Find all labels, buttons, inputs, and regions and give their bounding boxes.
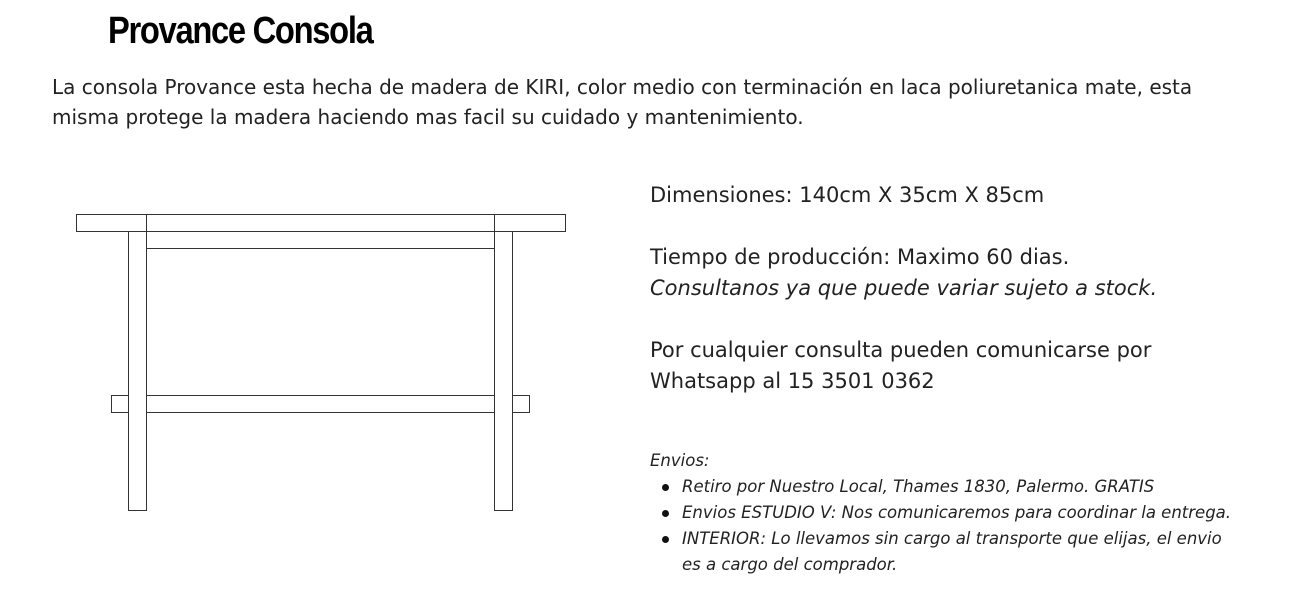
list-item: Retiro por Nuestro Local, Thames 1830, Palermo. GRATIS (650, 474, 1270, 500)
bullet-icon (662, 510, 669, 517)
contact-text: Por cualquier consulta pueden comunicarse por Whatsapp al 15 3501 0362 (650, 338, 1152, 393)
table-leg-left (129, 232, 147, 511)
lower-stretcher (147, 396, 495, 413)
shipping-list (650, 474, 1270, 578)
shipping-heading: Envios: (650, 451, 710, 470)
shipping-section (650, 448, 1270, 578)
table-leg-right (495, 232, 513, 511)
page-title: Provance Consola (108, 10, 373, 52)
list-item: Envios ESTUDIO V: Nos comunicaremos para coordinar la entrega. (650, 500, 1270, 526)
bullet-icon (662, 484, 669, 491)
product-description: La consola Provance esta hecha de madera de KIRI, color medio con terminación en laca poliuretanica mate, esta misma protege la madera haciendo mas facil su cuidado y mantenimiento. (52, 75, 1193, 129)
dimensions-text: Dimensiones: 140cm X 35cm X 85cm (650, 183, 1045, 207)
table-apron (147, 232, 495, 249)
list-item: INTERIOR: Lo llevamos sin cargo al transporte que elijas, el envio es a cargo del comprador. (650, 526, 1242, 578)
product-details (650, 180, 1270, 397)
bullet-icon (662, 536, 669, 543)
production-time-text: Tiempo de producción: Maximo 60 dias. (650, 245, 1070, 269)
stretcher-end-left (112, 396, 129, 413)
stretcher-end-right (513, 396, 530, 413)
stock-note-text: Consultanos ya que puede variar sujeto a stock. (650, 276, 1158, 300)
console-line-drawing (70, 205, 570, 517)
table-top (77, 215, 566, 232)
